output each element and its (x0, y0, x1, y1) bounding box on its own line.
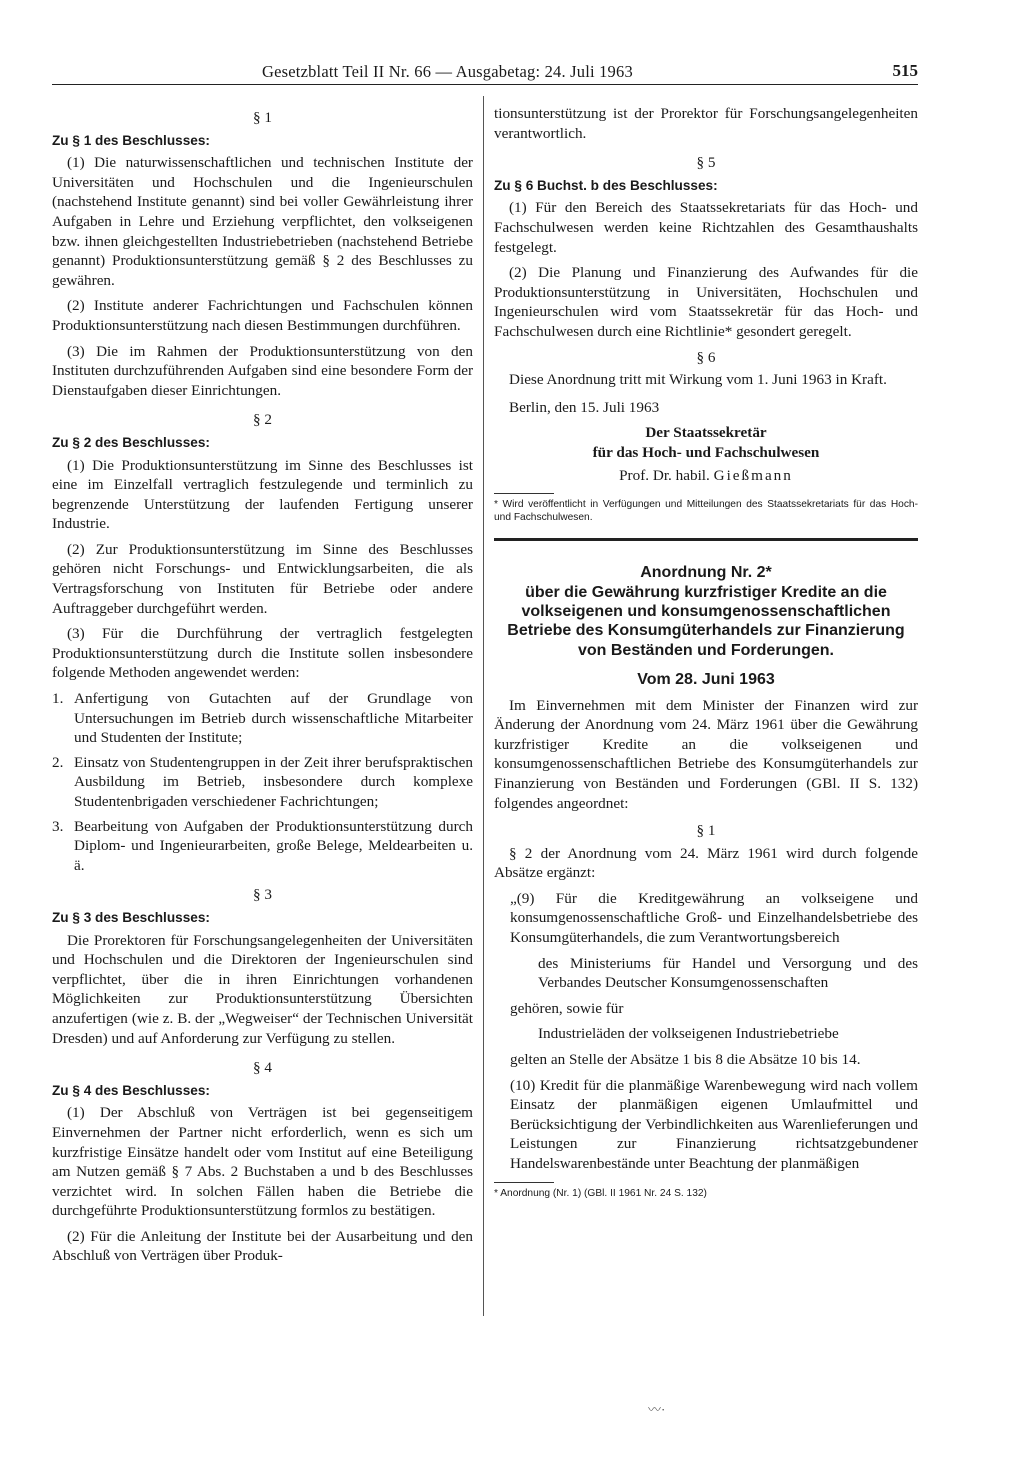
quoted-paragraph: „(9) Für die Kreditgewährung an volkseigene und konsumgenossenschaftliche Groß- und Einzelhandelsbetriebe des Konsumgüterhandels, die zum Verantwortungsbereich (510, 889, 918, 947)
page-number: 515 (892, 61, 918, 80)
left-column (52, 104, 473, 1272)
paragraph: (1) Der Abschluß von Verträgen ist bei gegenseitigem Einvernehmen der Partner nicht erforderlich, wenn es sich um kurzfristige Einsätze handelt oder vom Institut auf eine Beteiligung am Nutzen gemäß § 7 Abs. 2 Buchstaben a und b des Beschlusses verzichtet wird. In solchen Fällen haben die Betriebe die durchgeführte Produktionsunterstützung formlos zu bestätigen. (52, 1104, 473, 1220)
paragraph: (3) Für die Durchführung der vertraglich festgelegten Produktionsunterstützung durch die Institute sollen insbesondere folgende Methoden angewendet werden: (52, 625, 473, 682)
paragraph: § 2 der Anordnung vom 24. März 1961 wird durch folgende Absätze ergänzt: (494, 844, 918, 882)
quoted-paragraph: des Ministeriums für Handel und Versorgung und des Verbandes Deutscher Konsumgenossenschaften (538, 954, 918, 992)
paragraph: (2) Für die Anleitung der Institute bei der Ausarbeitung und den Abschluß von Verträgen über Produk- (52, 1227, 473, 1265)
section-subheading: Zu § 3 des Beschlusses: (52, 909, 210, 925)
page-header (52, 60, 918, 85)
quoted-paragraph: (10) Kredit für die planmäßige Warenbewegung wird nach vollem Einsatz der planmäßigen eigenen Umlaufmittel und Berücksichtigung der Verbindlichkeiten aus Warenlieferungen und Leistungen zur Finanzierung richtsatzgebundener Handelswarenbestände unter Beachtung der planmäßigen (510, 1076, 918, 1172)
paragraph: Im Einvernehmen mit dem Minister der Finanzen wird zur Änderung der Anordnung vom 24. März 1961 über die Gewährung kurzfristiger Kredite an die volkseigenen und konsumgenossenschaftlichen Betriebe des Konsumgüterhandels zur Finanzierung von Beständen und Forderungen (GBl. II S. 132) folgendes angeordnet: (494, 696, 918, 812)
place-date: Berlin, den 15. Juli 1963 (509, 398, 660, 416)
section-subheading: Zu § 6 Buchst. b des Beschlusses: (494, 177, 718, 193)
quoted-paragraph: gehören, sowie für (510, 999, 624, 1017)
signature-surname: Gießmann (713, 466, 793, 484)
signature-title: für das Hoch- und Fachschulwesen (592, 443, 820, 461)
signature-prefix: Prof. Dr. habil. (619, 466, 710, 484)
ordinance-title: Anordnung Nr. 2* (640, 564, 772, 582)
paragraph: (1) Die Produktionsunterstützung im Sinne des Beschlusses ist eine im Einzelfall vertraglich festzulegende und terminlich zu begrenzende Unterstützung der laufenden Fertigung unserer Industrie. (52, 456, 473, 533)
list-item (52, 689, 473, 748)
right-column (494, 104, 918, 1200)
list-text: Einsatz von Studentengruppen in der Zeit ihrer berufspraktischen Ausbildung im Betrieb, insbesondere durch komplexe Studentenbrigaden verschiedener Fachrichtungen; (74, 753, 473, 810)
section-heading: § 1 (253, 109, 272, 126)
list-number: 2. (52, 753, 64, 771)
list-number: 3. (52, 817, 64, 835)
signature-title: Der Staatssekretär (645, 424, 767, 442)
signature-name (494, 466, 918, 486)
list-text: Anfertigung von Gutachten auf der Grundlage von Untersuchungen im Betrieb durch wissenschaftliche Mitarbeiter und Studenten der Institute; (74, 690, 473, 747)
section-heading: § 2 (253, 411, 272, 429)
list-item (52, 817, 473, 876)
paragraph: (2) Zur Produktionsunterstützung im Sinne des Beschlusses gehören nicht Forschungs- und Entwicklungsarbeiten, die als Vertragsforschung von Instituten für Betriebe oder andere Auftraggeber durchgeführt werden. (52, 540, 473, 617)
section-subheading: Zu § 1 des Beschlusses: (52, 132, 210, 148)
paragraph: (3) Die im Rahmen der Produktionsunterstützung von den Instituten durchzuführenden Aufgaben sind eine besondere Form der Dienstaufgaben dieser Einrichtungen. (52, 342, 473, 399)
paragraph: (2) Die Planung und Finanzierung des Aufwandes für die Produktionsunterstützung in Universitäten, Hochschulen und Ingenieurschulen wird vom Staatssekretär für das Hoch- und Fachschulwesen durch eine Richtlinie* gesondert geregelt. (494, 264, 918, 340)
footnote-rule (494, 1182, 554, 1183)
section-heading: § 1 (696, 822, 716, 840)
paragraph: (1) Die naturwissenschaftlichen und technischen Institute der Universitäten und Hochschulen und die Ingenieurschulen (nachstehend Institute genannt) sind bei voller Gewährleistung ihrer Aufgaben in Lehre und Erziehung verpflichtet, den volkseigenen bzw. ihnen gleichgestellten Industriebetrieben (nachstehend Betriebe genannt) Produktionsunterstützung gemäß § 2 des Beschlusses zu gewähren. (52, 154, 473, 289)
section-heading: § 3 (253, 886, 272, 904)
section-heading: § 5 (696, 154, 716, 172)
section-heading: § 4 (253, 1059, 272, 1077)
section-heading: § 6 (696, 348, 716, 366)
paragraph: (2) Institute anderer Fachrichtungen und Fachschulen können Produktionsunterstützung nach diesen Bestimmungen durchführen. (52, 297, 473, 334)
section-divider (494, 538, 918, 541)
section-subheading: Zu § 2 des Beschlusses: (52, 434, 210, 450)
footnote-rule (494, 493, 554, 494)
print-smudge-mark: 〰· (648, 1402, 666, 1417)
list-item (52, 753, 473, 812)
footnote: * Anordnung (Nr. 1) (GBl. II 1961 Nr. 24 S. 132) (494, 1187, 707, 1199)
paragraph: (1) Für den Bereich des Staatssekretariats für das Hoch- und Fachschulwesen werden keine Richtzahlen des Gesamthaushalts festgelegt. (494, 199, 918, 256)
paragraph: Diese Anordnung tritt mit Wirkung vom 1. Juni 1963 in Kraft. (509, 371, 887, 389)
header-title: Gesetzblatt Teil II Nr. 66 — Ausgabetag: 24. Juli 1963 (262, 62, 633, 81)
quoted-paragraph: Industrieläden der volkseigenen Industriebetriebe (538, 1025, 839, 1043)
section-subheading: Zu § 4 des Beschlusses: (52, 1082, 210, 1098)
ordinance-date: Vom 28. Juni 1963 (637, 671, 775, 689)
list-number: 1. (52, 690, 64, 708)
paragraph: Die Prorektoren für Forschungsangelegenheiten der Universitäten und Hochschulen und die Direktoren der Ingenieurschulen sind verpflichtet, über die in ihren Einrichtungen vorhandenen Möglichkeiten zur Produktionsunterstützung Übersichten anzufertigen (wie z. B. der „Wegweiser“ der Technischen Universität Dresden) und auf Anforderung zur Verfügung zu stellen. (52, 931, 473, 1047)
column-divider (483, 96, 484, 1316)
quoted-paragraph: gelten an Stelle der Absätze 1 bis 8 die Absätze 10 bis 14. (510, 1051, 861, 1069)
paragraph: tionsunterstützung ist der Prorektor für Forschungsangelegenheiten verantwortlich. (494, 105, 918, 142)
list-text: Bearbeitung von Aufgaben der Produktionsunterstützung durch Diplom- und Ingenieurarbeiten, große Belege, Meldearbeiten u. ä. (74, 817, 473, 874)
footnote: * Wird veröffentlicht in Verfügungen und Mitteilungen des Staatssekretariats für das Hoch- und Fachschulwesen. (494, 499, 918, 524)
ordinance-subtitle: über die Gewährung kurzfristiger Kredite an die volkseigenen und konsumgenossenschaftlichen Betriebe des Konsumgüterhandels zur Finanzierung von Beständen und Forderungen. (507, 583, 905, 659)
